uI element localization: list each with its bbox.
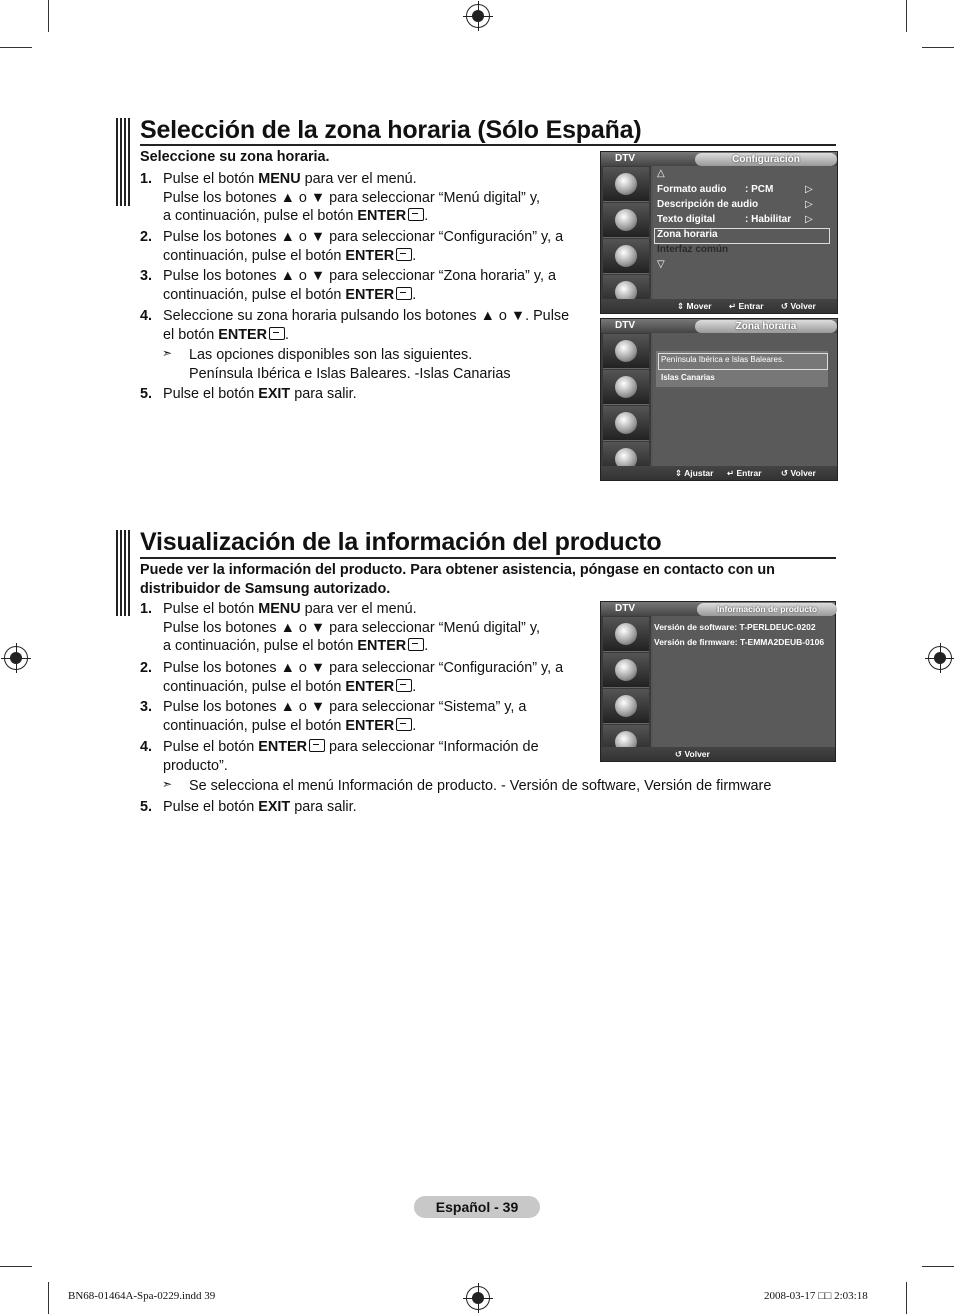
step-number: 3.	[140, 268, 153, 284]
footer-mover: ⇕ Mover	[677, 301, 712, 311]
menu-item-zona-horaria[interactable]: Zona horaria	[657, 229, 718, 240]
setup-menu-icon	[603, 406, 649, 441]
osd-configuracion	[600, 151, 838, 314]
osd-sidebar	[601, 166, 651, 299]
step-number: 4.	[140, 739, 153, 755]
enter-icon	[396, 679, 412, 692]
osd-zona-horaria	[600, 318, 838, 481]
enter-icon	[396, 287, 412, 300]
crop-mark	[922, 1266, 954, 1267]
osd-main	[653, 166, 837, 299]
osd-main	[653, 333, 837, 466]
osd-informacion-producto	[600, 601, 836, 762]
step-number: 4.	[140, 308, 153, 324]
picture-menu-icon	[603, 617, 649, 652]
osd-sidebar	[601, 333, 651, 466]
crop-mark	[922, 47, 954, 48]
footer-entrar: ↵ Entrar	[729, 301, 764, 311]
menu-item-interfaz-comun: Interfaz común	[657, 244, 729, 255]
section-bar	[116, 118, 130, 206]
menu-item-descripcion-audio[interactable]: Descripción de audio	[657, 199, 759, 210]
picture-menu-icon	[603, 334, 649, 369]
footer-volver: ↺ Volver	[781, 301, 816, 311]
firmware-version: Versión de firmware: T-EMMA2DEUB-0106	[654, 637, 825, 647]
section-intro: Seleccione su zona horaria.	[140, 149, 330, 165]
menu-tab: Información de producto	[697, 603, 837, 616]
note-arrow-icon: ➣	[162, 777, 173, 791]
title-rule	[140, 557, 836, 559]
step-number: 3.	[140, 699, 153, 715]
crop-mark	[0, 1266, 32, 1267]
date-slug: 2008-03-17 □□ 2:03:18	[764, 1290, 868, 1302]
step-number: 5.	[140, 386, 153, 402]
enter-icon	[408, 208, 424, 221]
registration-mark-icon	[4, 646, 28, 670]
section-intro: Puede ver la información del producto. Para obtener asistencia, póngase en contacto con un distribuidor de Samsung autorizado.	[140, 562, 775, 597]
crop-mark	[906, 1282, 907, 1314]
menu-item-formato-audio[interactable]: Formato audio	[657, 184, 727, 195]
note-text: Las opciones disponibles son las siguientes. Península Ibérica e Islas Baleares. -Islas Canarias	[189, 347, 511, 382]
note-arrow-icon: ➣	[162, 346, 173, 360]
footer-entrar: ↵ Entrar	[727, 468, 762, 478]
registration-mark-icon	[928, 646, 952, 670]
submenu-arrow-icon: ▷	[805, 184, 813, 195]
dtv-label: DTV	[615, 603, 635, 614]
osd-footer	[601, 299, 837, 313]
footer-volver: ↺ Volver	[675, 749, 710, 759]
menu-item-texto-digital[interactable]: Texto digital	[657, 214, 716, 225]
enter-icon	[309, 739, 325, 752]
menu-item-value: : Habilitar	[745, 214, 792, 225]
step-number: 2.	[140, 229, 153, 245]
enter-icon	[396, 718, 412, 731]
osd-sidebar	[601, 616, 651, 747]
picture-menu-icon	[603, 167, 649, 202]
sound-menu-icon	[603, 370, 649, 405]
crop-mark	[48, 1282, 49, 1314]
osd-footer	[601, 747, 835, 761]
sound-menu-icon	[603, 203, 649, 238]
footer-volver: ↺ Volver	[781, 468, 816, 478]
enter-icon	[269, 327, 285, 340]
dtv-label: DTV	[615, 153, 635, 164]
submenu-arrow-icon: ▷	[805, 214, 813, 225]
option-canarias[interactable]: Islas Canarias	[661, 373, 715, 382]
sound-menu-icon	[603, 653, 649, 688]
setup-menu-icon	[603, 689, 649, 724]
crop-mark	[48, 0, 49, 32]
software-version: Versión de software: T-PERLDEUC-0202	[654, 622, 816, 632]
file-slug: BN68-01464A-Spa-0229.indd 39	[68, 1290, 216, 1302]
footer-ajustar: ⇕ Ajustar	[675, 468, 714, 478]
step-number: 5.	[140, 799, 153, 815]
setup-menu-icon	[603, 239, 649, 274]
title-rule	[140, 144, 836, 146]
step-number: 1.	[140, 601, 153, 617]
registration-mark-icon	[466, 4, 490, 28]
crop-mark	[0, 47, 32, 48]
enter-icon	[408, 638, 424, 651]
section-title: Visualización de la información del producto	[140, 528, 662, 556]
step-number: 2.	[140, 660, 153, 676]
menu-tab: Configuración	[695, 153, 837, 166]
registration-mark-icon	[466, 1286, 490, 1310]
scroll-down-icon: ▽	[657, 259, 665, 270]
menu-tab: Zona horaria	[695, 320, 837, 333]
menu-item-value: : PCM	[745, 184, 774, 195]
crop-mark	[906, 0, 907, 32]
enter-icon	[396, 248, 412, 261]
submenu-arrow-icon: ▷	[805, 199, 813, 210]
section-title: Selección de la zona horaria (Sólo España)	[140, 116, 642, 144]
osd-footer	[601, 466, 837, 480]
note-text: Se selecciona el menú Información de producto. - Versión de software, Versión de firmware	[189, 778, 772, 794]
scroll-up-icon: △	[657, 168, 665, 179]
option-peninsula[interactable]: Península Ibérica e Islas Baleares.	[661, 355, 785, 364]
page-number-badge: Español - 39	[414, 1196, 540, 1218]
dtv-label: DTV	[615, 320, 635, 331]
osd-main	[653, 616, 835, 747]
step-number: 1.	[140, 171, 153, 187]
section-bar	[116, 530, 130, 616]
